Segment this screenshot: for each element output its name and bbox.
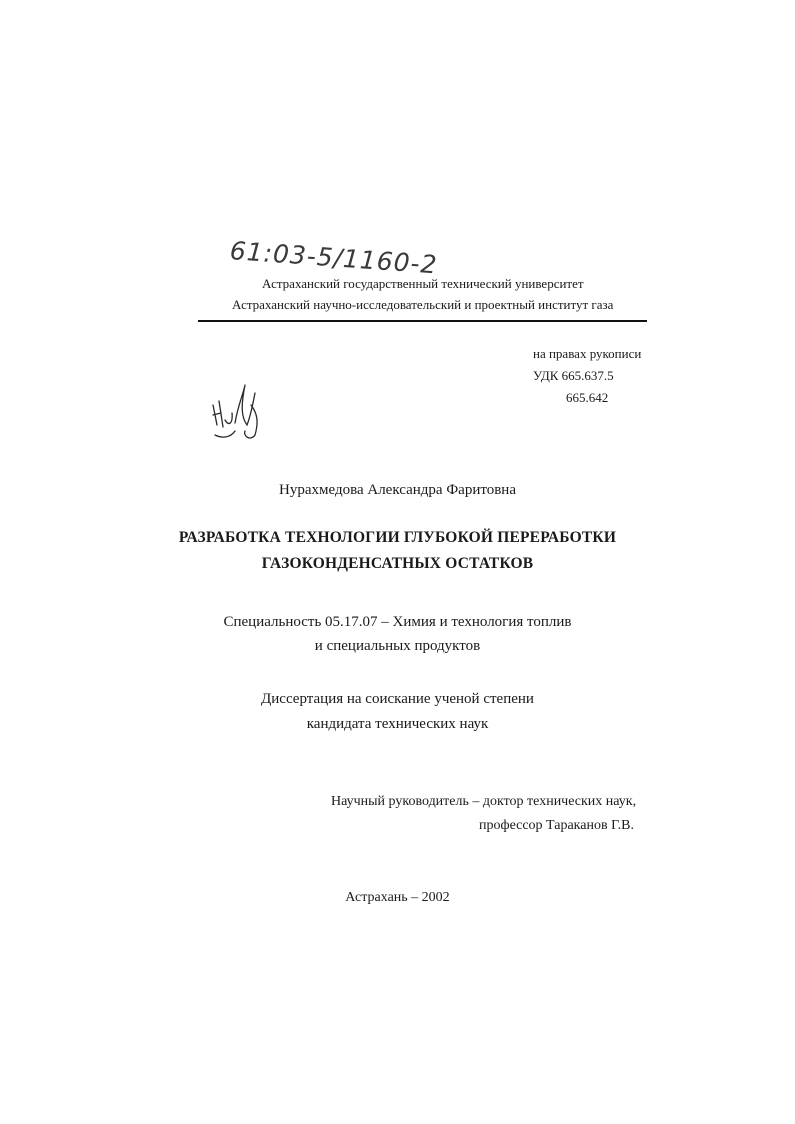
header-rule <box>198 320 647 322</box>
supervisor-line-1: Научный руководитель – доктор технических наук, <box>331 794 637 809</box>
place-and-year: Астрахань – 2002 <box>345 890 450 905</box>
author-name: Нурахмедова Александра Фаритовна <box>279 482 516 498</box>
university-name: Астраханский государственный технический университет <box>262 276 584 291</box>
degree-line-1: Диссертация на соискание ученой степени <box>261 691 534 707</box>
supervisor-line-2: профессор Тараканов Г.В. <box>479 818 634 833</box>
manuscript-rights: на правах рукописи <box>533 346 642 361</box>
thesis-title-line-2: ГАЗОКОНДЕНСАТНЫХ ОСТАТКОВ <box>261 555 534 572</box>
thesis-title-line-1: РАЗРАБОТКА ТЕХНОЛОГИИ ГЛУБОКОЙ ПЕРЕРАБОТКИ <box>178 529 617 546</box>
signature <box>205 365 267 447</box>
degree-line-2: кандидата технических наук <box>306 716 489 732</box>
specialty-line-1: Специальность 05.17.07 – Химия и технология топлив <box>223 614 572 630</box>
handwritten-archive-code: 61:03-5/1160-2 <box>228 236 439 280</box>
institute-name: Астраханский научно-исследовательский и проектный институт газа <box>232 297 614 312</box>
udc-code-2: 665.642 <box>566 390 609 405</box>
specialty-line-2: и специальных продуктов <box>314 638 481 654</box>
udc-code-1: УДК 665.637.5 <box>533 368 614 383</box>
